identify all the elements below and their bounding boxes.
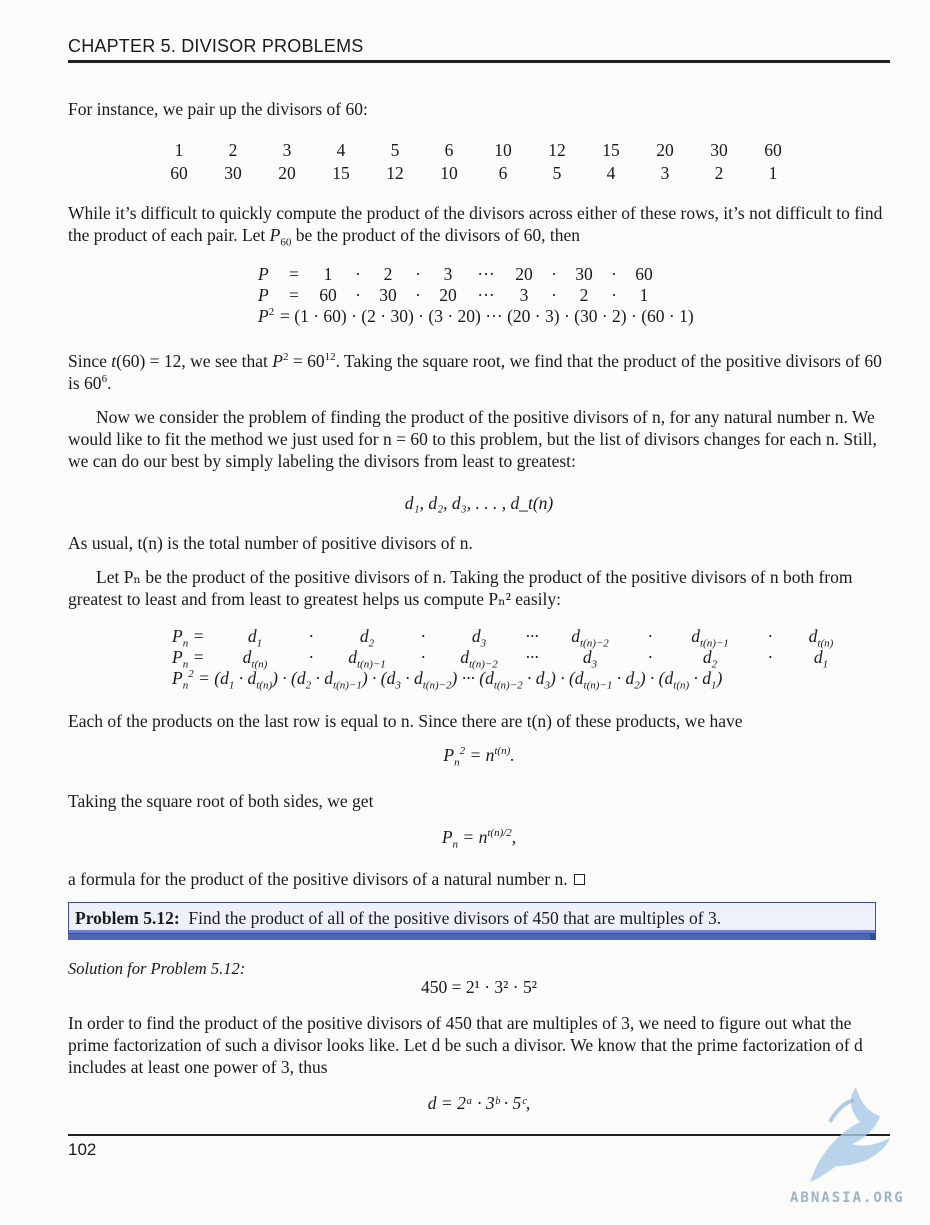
pair-bottom-cell: 12 bbox=[386, 163, 404, 183]
eq1-row1 bbox=[258, 264, 694, 285]
paragraph-general: Now we consider the problem of finding the product of the positive divisors of n, for any natural number n. We would like to fit the method we just used for n = 60 to this problem, but the list of divisors changes for each n. Still, we can do our best by simply labeling the divisors from least to greatest: bbox=[68, 407, 877, 471]
divisor-sequence: d₁, d₂, d₃, . . . , d_t(n) bbox=[404, 493, 554, 513]
header-rule bbox=[68, 60, 890, 63]
para1-text-a: While it’s difficult to quickly compute the product of the divisors across either of these rows, it’s not difficult to find the product of each pair. Let bbox=[68, 203, 883, 245]
paragraph-since: Since t(60) = 12, we see that $P^2 = 60^{12}$. Taking the square root, we find that the product of the positive divisors of 60 is $60^6$. bbox=[68, 351, 882, 393]
solution-label: Solution for Problem 5.12: bbox=[68, 959, 246, 978]
eq1-term: · bbox=[355, 264, 361, 284]
equation-block-p bbox=[258, 264, 694, 327]
problem-label: Problem 5.12: bbox=[75, 908, 180, 928]
eq1-term: · bbox=[355, 285, 361, 305]
paragraph-as-usual: As usual, t(n) is the total number of positive divisors of n. bbox=[68, 533, 473, 553]
pairs-top-row bbox=[152, 140, 800, 161]
pair-bottom-cell: 15 bbox=[332, 163, 350, 183]
eq1-term: · bbox=[611, 264, 617, 284]
eq1-term: P bbox=[258, 285, 269, 305]
pair-top-cell: 5 bbox=[390, 140, 400, 160]
pair-top-cell: 20 bbox=[656, 140, 674, 160]
eq1-term: 1 bbox=[323, 264, 333, 284]
eq1-term: ··· bbox=[477, 264, 495, 284]
problem-box bbox=[68, 902, 876, 934]
pair-bottom-cell: 3 bbox=[660, 163, 670, 183]
pair-bottom-cell: 10 bbox=[440, 163, 458, 183]
eq1-term: 1 bbox=[639, 285, 649, 305]
para2-d: . Taking the square root, we find that the product of the positive divisors of 60 is 60 bbox=[68, 351, 882, 393]
paragraph-prime-factorization: In order to find the product of the positive divisors of 450 that are multiples of 3, we need to figure out what the prime factorization of such a divisor looks like. Let d be such a divisor. We know that the prime factorization of d includes at least one power of 3, thus bbox=[68, 1013, 863, 1077]
para2-exp: 12 bbox=[324, 351, 336, 364]
pair-bottom-cell: 2 bbox=[714, 163, 724, 183]
factorization-450: 450 = 2¹ · 3² · 5² bbox=[420, 977, 537, 997]
paragraph-each-product: Each of the products on the last row is equal to n. Since there are t(n) of these products, we have bbox=[68, 711, 743, 731]
eq1-term: ··· bbox=[477, 285, 495, 305]
para2-exp2: 6 bbox=[101, 373, 108, 386]
eq1-term: 30 bbox=[575, 264, 593, 284]
problem-text: Find the product of all of the positive divisors of 450 that are multiples of 3. bbox=[188, 908, 722, 928]
pair-top-cell: 6 bbox=[444, 140, 454, 160]
pairs-bottom-row bbox=[152, 163, 800, 184]
pair-top-cell: 30 bbox=[710, 140, 728, 160]
pair-top-cell: 15 bbox=[602, 140, 620, 160]
pair-bottom-cell: 6 bbox=[498, 163, 508, 183]
pair-top-cell: 10 bbox=[494, 140, 512, 160]
eq1-row3: $P^2$ = (1 · 60) · (2 · 30) · (3 · 20) ··· (20 · 3) · (30 · 2) · (60 · 1) bbox=[258, 306, 694, 326]
pair-bottom-cell: 1 bbox=[768, 163, 778, 183]
para2-c: = 60 bbox=[288, 351, 325, 371]
paragraph-square-root: Taking the square root of both sides, we get bbox=[68, 791, 374, 811]
equation-pn-formula: $P_n = n^{t(n)/2}$, bbox=[441, 827, 517, 851]
eq1-term: = bbox=[289, 264, 299, 284]
eq1-term: = bbox=[289, 285, 299, 305]
eq1-row3-text: = (1 · 60) · (2 · 30) · (3 · 20) ··· (20 · 3) · (30 · 2) · (60 · 1) bbox=[280, 306, 694, 326]
eq1-row2 bbox=[258, 285, 694, 306]
divisor-pairs-table bbox=[152, 140, 800, 184]
para2-e: . bbox=[107, 373, 112, 393]
eq1-term: · bbox=[415, 264, 421, 284]
chapter-header: CHAPTER 5. DIVISOR PROBLEMS bbox=[68, 36, 364, 56]
eq1-term: · bbox=[611, 285, 617, 305]
footer-rule bbox=[68, 1134, 890, 1136]
page-number: 102 bbox=[68, 1140, 97, 1159]
qed-square-icon bbox=[574, 874, 585, 885]
pair-top-cell: 3 bbox=[282, 140, 292, 160]
intro-text: For instance, we pair up the divisors of 60: bbox=[68, 99, 368, 119]
eq1-term: 3 bbox=[443, 264, 453, 284]
bird-logo-icon bbox=[790, 1082, 900, 1190]
watermark-text: ABNASIA.ORG bbox=[790, 1190, 905, 1206]
equation-pn-squared: $P_n^2 = n^{t(n)}$. bbox=[443, 745, 515, 769]
pair-top-cell: 4 bbox=[336, 140, 346, 160]
divisor-form-equation: d = 2ᵃ · 3ᵇ · 5ᶜ, bbox=[427, 1093, 531, 1113]
eq1-term: 60 bbox=[635, 264, 653, 284]
para2-t: t bbox=[111, 351, 117, 371]
pair-bottom-cell: 60 bbox=[170, 163, 188, 183]
pair-bottom-cell: 20 bbox=[278, 163, 296, 183]
para1-text-b: be the product of the divisors of 60, then bbox=[291, 225, 581, 245]
pair-top-cell: 60 bbox=[764, 140, 782, 160]
pair-top-cell: 12 bbox=[548, 140, 566, 160]
pair-bottom-cell: 5 bbox=[552, 163, 562, 183]
eq1-term: 30 bbox=[379, 285, 397, 305]
eq1-term: 20 bbox=[515, 264, 533, 284]
eq1-term: · bbox=[551, 285, 557, 305]
paragraph-product-pairs bbox=[68, 202, 890, 249]
eq1-term: · bbox=[551, 264, 557, 284]
paragraph-formula bbox=[68, 868, 890, 890]
paragraph-let-pn: Let Pₙ be the product of the positive divisors of n. Taking the product of the positive divisors of n both from greatest to least and from least to greatest helps us compute Pₙ² easily: bbox=[68, 567, 853, 609]
pair-bottom-cell: 30 bbox=[224, 163, 242, 183]
eq1-term: 3 bbox=[519, 285, 529, 305]
eq1-term: 2 bbox=[383, 264, 393, 284]
eq1-term: 20 bbox=[439, 285, 457, 305]
eq1-term: 2 bbox=[579, 285, 589, 305]
eq1-term: 60 bbox=[319, 285, 337, 305]
pair-top-cell: 1 bbox=[174, 140, 184, 160]
pair-top-cell: 2 bbox=[228, 140, 238, 160]
eq1-term: · bbox=[415, 285, 421, 305]
para2-a: Since bbox=[68, 351, 112, 371]
para1-subscript: 60 bbox=[280, 236, 292, 249]
para2-b: (60) = 12, we see that bbox=[116, 351, 273, 371]
eq1-term: P bbox=[258, 264, 269, 284]
equation-block-pn: $P_n$ = $d_1$ · $d_2$ · $d_3$ ··· $d_{t(n)-2}$ · $d_{t(n)-1}$ · $d_{t(n)}$ $P_n$ = $d_{t(n)}$ · $d_{t(n)-1}$ · $d_{t(n)-2}$ ··· $d_3$ · $d_2$ · $d_1$ $P_n^2 = (d_1 \cdot d_{t(n)}) \cdot (d_2 \cdot d_{t(n)-1}) \cdot (d_3 \cdot d_{t(n)-2})$ ··· $(d_{t(n)-2} \cdot d_3) \cdot (d_{t(n)-1} \cdot d_2) \cdot (d_{t(n)} \cdot d_1)$ bbox=[172, 626, 834, 692]
pair-bottom-cell: 4 bbox=[606, 163, 616, 183]
para8-text: a formula for the product of the positive divisors of a natural number n. bbox=[68, 869, 568, 889]
para1-symbol: P bbox=[269, 225, 281, 245]
